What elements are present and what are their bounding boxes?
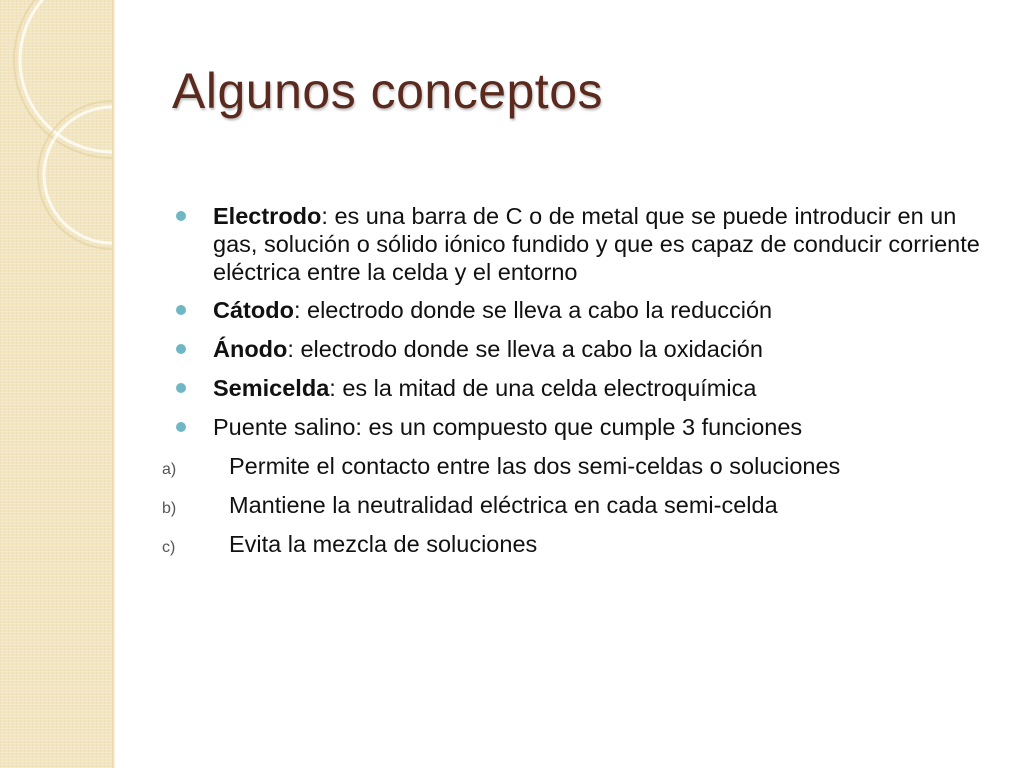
slide-content [160,202,980,569]
term-anodo: Ánodo [213,336,288,362]
sub-marker-b: b) [162,500,177,517]
definition-anodo: : electrodo donde se lleva a cabo la oxidación [287,336,763,362]
bullet-item-semicelda [160,374,980,403]
sub-marker-a: a) [162,461,177,478]
sub-item-c [160,530,980,559]
side-band-edge [112,0,115,768]
sub-text-c: Evita la mezcla de soluciones [229,531,538,557]
sub-item-b [160,491,980,520]
bullet-item-puente-salino [160,413,980,442]
definition-puente-salino: Puente salino: es un compuesto que cumple 3 funciones [213,414,803,440]
bullet-dot-icon [176,383,186,393]
sub-marker-c: c) [162,539,176,556]
decorative-circles-graphic [0,0,112,768]
decorative-side-band [0,0,112,768]
sub-item-a [160,452,980,481]
sub-text-b: Mantiene la neutralidad eléctrica en cada semi-celda [229,492,778,518]
bullet-item-anodo [160,335,980,364]
sub-text-a: Permite el contacto entre las dos semi-celdas o soluciones [229,453,841,479]
bullet-dot-icon [176,344,186,354]
bullet-dot-icon [176,305,186,315]
term-electrodo: Electrodo [213,203,322,229]
definition-electrodo: : es una barra de C o de metal que se puede introducir en un gas, solución o sólido iónico fundido y que es capaz de conducir corriente eléctrica entre la celda y el entorno [213,203,980,285]
definition-semicelda: : es la mitad de una celda electroquímica [329,375,757,401]
definition-catodo: : electrodo donde se lleva a cabo la reducción [293,297,773,323]
bullet-dot-icon [176,211,186,221]
bullet-dot-icon [176,422,186,432]
term-semicelda: Semicelda [213,375,330,401]
slide-title: Algunos conceptos [172,63,604,119]
term-catodo: Cátodo [213,297,294,323]
bullet-item-electrodo [160,202,980,286]
bullet-item-catodo [160,296,980,325]
